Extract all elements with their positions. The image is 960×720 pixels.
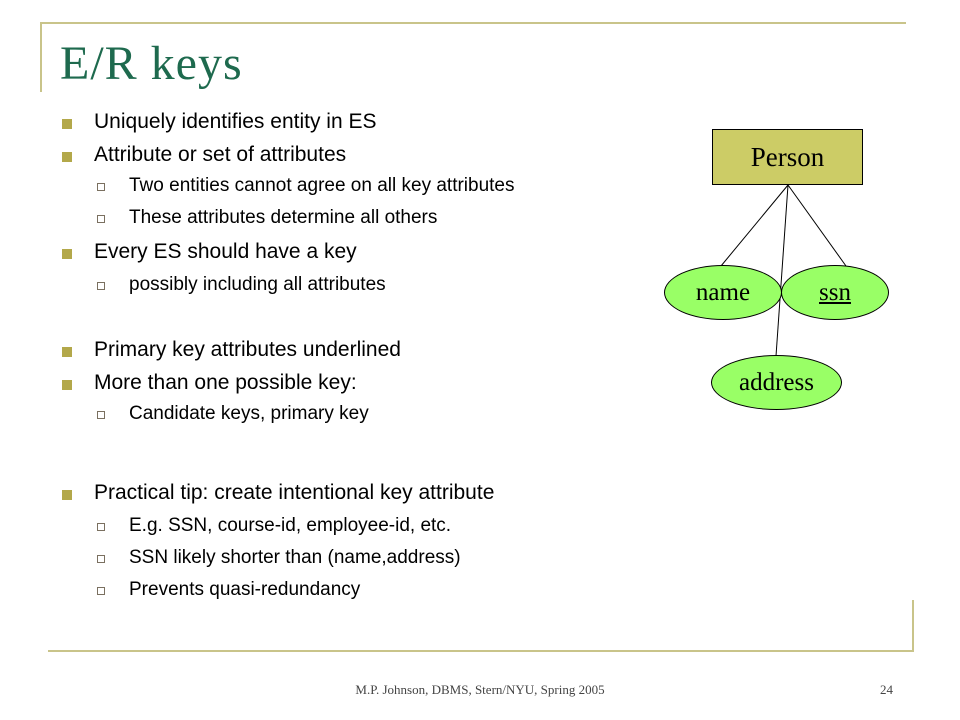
bullet-text: Primary key attributes underlined [94, 338, 401, 361]
bullet-text: These attributes determine all others [129, 207, 438, 228]
connector-ssn [788, 185, 846, 266]
attribute-name: name [664, 265, 782, 320]
slide-title: E/R keys [60, 37, 243, 90]
page-number: 24 [880, 682, 893, 697]
attribute-address: address [711, 355, 842, 410]
bullet-text: SSN likely shorter than (name,address) [129, 547, 461, 568]
bullet-text: More than one possible key: [94, 371, 357, 394]
bullet-text: possibly including all attributes [129, 274, 386, 295]
bullet-text: Practical tip: create intentional key attribute [94, 481, 495, 504]
bullet-text: Every ES should have a key [94, 240, 357, 263]
connector-name [721, 185, 788, 266]
bullet-text: Two entities cannot agree on all key attributes [129, 175, 515, 196]
attribute-ssn-key: ssn [781, 265, 889, 320]
bullet-text: Attribute or set of attributes [94, 143, 347, 166]
bullet-text: Prevents quasi-redundancy [129, 579, 361, 600]
connector-address [776, 185, 788, 356]
bullet-text: E.g. SSN, course-id, employee-id, etc. [129, 515, 452, 536]
bullet-text: Candidate keys, primary key [129, 403, 369, 424]
entity-person: Person [712, 129, 863, 185]
bullet-text: Uniquely identifies entity in ES [94, 110, 377, 133]
footer-text: M.P. Johnson, DBMS, Stern/NYU, Spring 2005 [355, 682, 605, 697]
